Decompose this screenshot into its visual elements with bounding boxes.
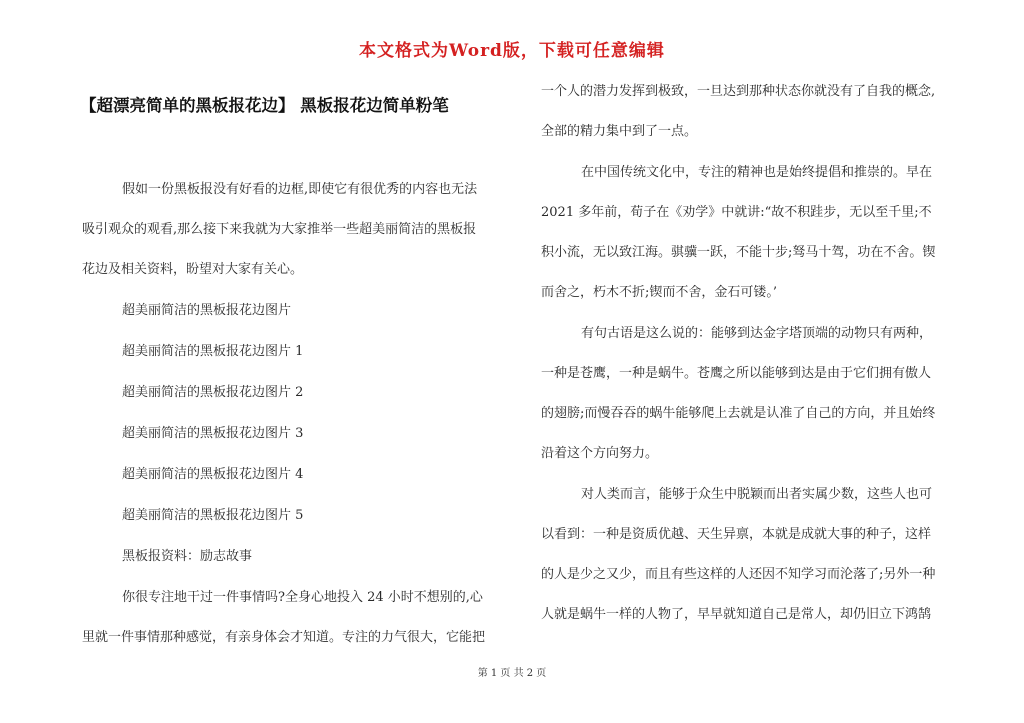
- paragraph-line: 的人是少之又少，而且有些这样的人还因不知学习而沦落了;另外一种: [541, 567, 936, 582]
- paragraph-line: 积小流，无以致江海。骐骥一跃，不能十步;驽马十驾，功在不舍。锲: [541, 245, 936, 260]
- story-line: 你很专注地干过一件事情吗?全身心地投入 24 小时不想别的,心: [122, 590, 483, 605]
- document-title: 【超漂亮简单的黑板报花边】 黑板报花边简单粉笔: [80, 96, 449, 115]
- intro-paragraph: [82, 180, 506, 280]
- paragraph-line: 有句古语是这么说的：能够到达金字塔顶端的动物只有两种，: [581, 326, 933, 341]
- list-item: 超美丽简洁的黑板报花边图片: [122, 303, 292, 318]
- edit-notice-banner: 本文格式为Word版，下载可任意编辑: [359, 41, 665, 61]
- left-column: [82, 180, 506, 669]
- story-line: 里就一件事情那种感觉，有亲身体会才知道。专注的力气很大，它能把: [82, 630, 486, 645]
- intro-line: 吸引观众的观看,那么接下来我就为大家推举一些超美丽简洁的黑板报: [82, 222, 477, 237]
- paragraph-xunzi: [541, 163, 961, 303]
- paragraph-line: 对人类而言，能够于众生中脱颖而出者实属少数，这些人也可: [581, 487, 933, 502]
- list-item: 超美丽简洁的黑板报花边图片 2: [122, 385, 304, 400]
- paragraph-line: 在中国传统文化中，专注的精神也是始终提倡和推崇的。早在: [581, 165, 933, 180]
- section-heading: 黑板报资料：励志故事: [122, 549, 253, 564]
- paragraph-line: 人就是蜗牛一样的人物了，早早就知道自己是常人，却仍旧立下鸿鹄: [541, 607, 932, 622]
- list-item: 超美丽简洁的黑板报花边图片 3: [122, 426, 304, 441]
- story-paragraph: [82, 588, 506, 648]
- intro-line: 花边及相关资料，盼望对大家有关心。: [82, 262, 304, 277]
- paragraph-eagle-snail: [541, 324, 961, 464]
- paragraph-line: 2021 多年前，荀子在《劝学》中就讲:“故不积跬步，无以至千里;不: [541, 205, 932, 220]
- paragraph-line: 全部的精力集中到了一点。: [541, 124, 698, 139]
- page-number: 第 1 页 共 2 页: [477, 668, 547, 679]
- list-item: 超美丽简洁的黑板报花边图片 5: [122, 508, 304, 523]
- right-column: [541, 82, 961, 646]
- paragraph-focus-potential: [541, 82, 961, 142]
- paragraph-line: 一个人的潜力发挥到极致，一旦达到那种状态你就没有了自我的概念,: [541, 84, 936, 99]
- list-item: 超美丽简洁的黑板报花边图片 4: [122, 467, 304, 482]
- intro-line: 假如一份黑板报没有好看的边框,即使它有很优秀的内容也无法: [122, 182, 478, 197]
- list-item: 超美丽简洁的黑板报花边图片 1: [122, 344, 304, 359]
- paragraph-line: 一种是苍鹰，一种是蜗牛。苍鹰之所以能够到达是由于它们拥有傲人: [541, 366, 932, 381]
- paragraph-line: 以看到：一种是资质优越、天生异禀，本就是成就大事的种子，这样: [541, 527, 932, 542]
- paragraph-line: 而舍之，朽木不折;锲而不舍，金石可镂。’: [541, 285, 778, 300]
- paragraph-line: 的翅膀;而慢吞吞的蜗牛能够爬上去就是认准了自己的方向，并且始终: [541, 406, 936, 421]
- paragraph-line: 沿着这个方向努力。: [541, 446, 659, 461]
- paragraph-humankind: [541, 485, 961, 625]
